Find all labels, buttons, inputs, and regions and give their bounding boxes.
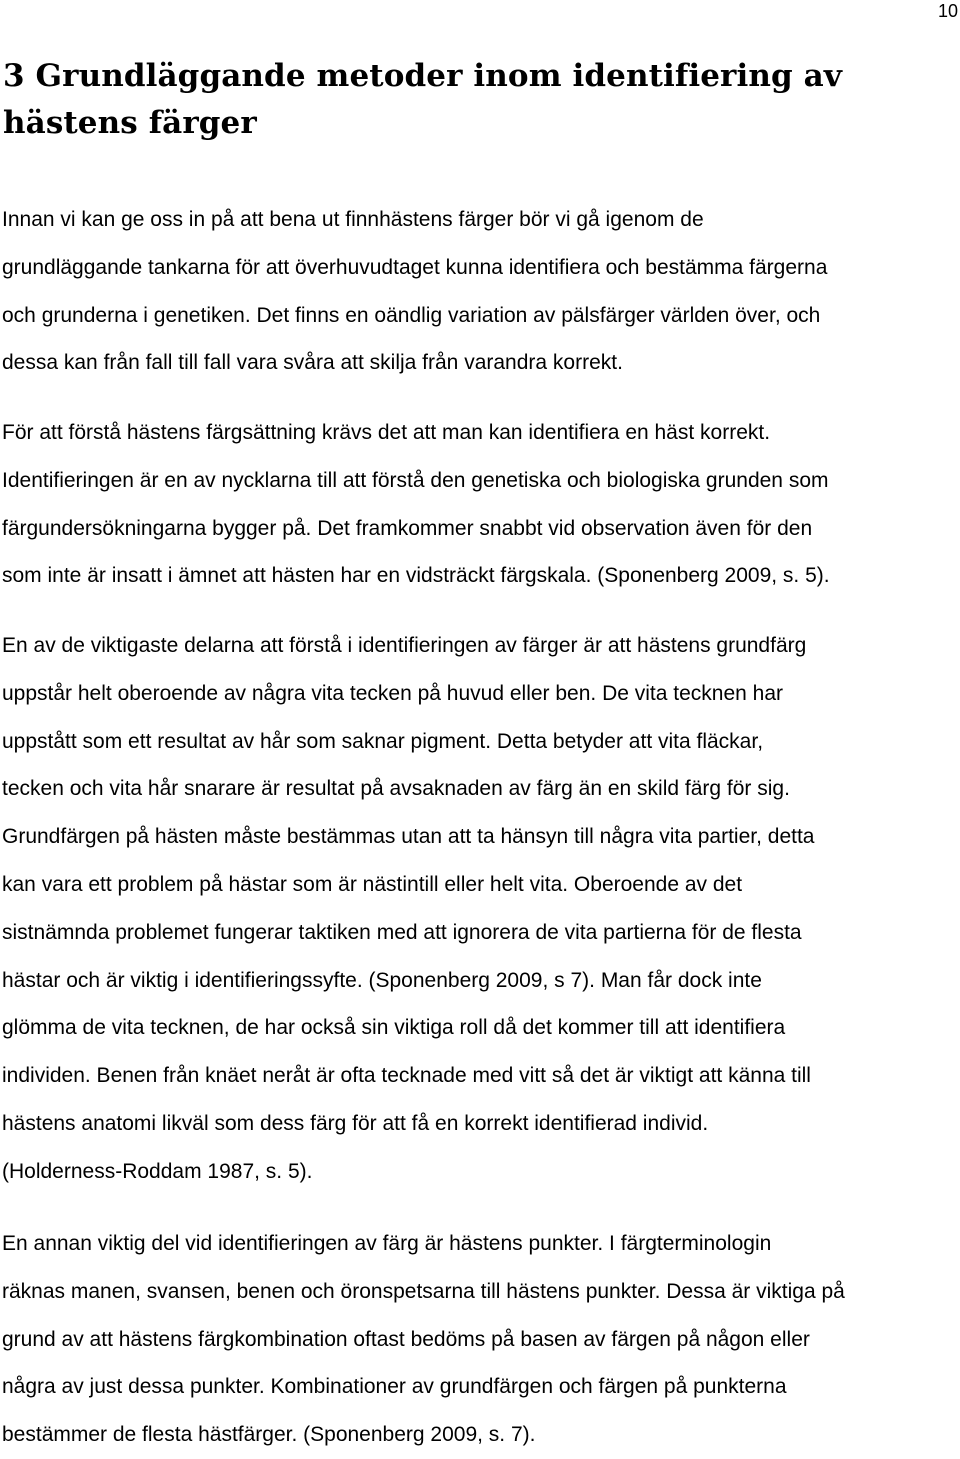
text-line: grundläggande tankarna för att överhuvudtaget kunna identifiera och bestämma färgerna	[2, 255, 828, 279]
text-line: dessa kan från fall till fall vara svåra att skilja från varandra korrekt.	[2, 351, 623, 375]
text-line: och grunderna i genetiken. Det finns en oändlig variation av pälsfärger världen över, och	[2, 303, 821, 327]
page-number: 10	[937, 1, 958, 21]
text-line: Innan vi kan ge oss in på att bena ut finnhästens färger bör vi gå igenom de	[2, 208, 704, 231]
text-line: (Holderness-Roddam 1987, s. 5).	[2, 1159, 313, 1183]
text-line: uppstår helt oberoende av några vita tecken på huvud eller ben. De vita tecknen har	[2, 681, 784, 705]
text-line: Grundfärgen på hästen måste bestämmas utan att ta hänsyn till några vita partier, detta	[2, 825, 815, 849]
text-line: Identifieringen är en av nycklarna till att förstå den genetiska och biologiska grunden som	[2, 468, 829, 492]
paragraph-3	[2, 622, 958, 1196]
text-line: uppstått som ett resultat av hår som saknar pigment. Detta betyder att vita fläckar,	[2, 729, 764, 753]
text-line: individen. Benen från knäet neråt är ofta tecknade med vitt så det är viktigt att känna till	[2, 1064, 811, 1088]
paragraph-1	[2, 196, 958, 387]
text-line: glömma de vita tecknen, de har också sin viktiga roll då det kommer till att identifiera	[2, 1016, 786, 1040]
text-line: En av de viktigaste delarna att förstå i identifieringen av färger är att hästens grundfärg	[2, 634, 807, 657]
text-line: hästar och är viktig i identifieringssyfte. (Sponenberg 2009, s 7). Man får dock inte	[2, 968, 762, 992]
text-line: räknas manen, svansen, benen och öronspetsarna till hästens punkter. Dessa är viktiga på	[2, 1279, 845, 1303]
paragraph-2	[2, 409, 958, 600]
text-line: tecken och vita hår snarare är resultat på avsaknaden av färg än en skild färg för sig.	[2, 777, 790, 801]
text-line: hästens anatomi likväl som dess färg för att få en korrekt identifierad individ.	[2, 1111, 709, 1135]
text-line: några av just dessa punkter. Kombinationer av grundfärgen och färgen på punkterna	[2, 1375, 787, 1399]
text-line: För att förstå hästens färgsättning krävs det att man kan identifiera en häst korrekt.	[2, 421, 771, 444]
text-line: En annan viktig del vid identifieringen av färg är hästens punkter. I färgterminologin	[2, 1232, 772, 1255]
paragraph-4	[2, 1220, 958, 1459]
text-line: kan vara ett problem på hästar som är nästintill eller helt vita. Oberoende av det	[2, 872, 743, 896]
text-line: som inte är insatt i ämnet att hästen har en vidsträckt färgskala. (Sponenberg 2009, s. 5).	[2, 564, 830, 588]
text-line: färgundersökningarna bygger på. Det framkommer snabbt vid observation även för den	[2, 516, 813, 540]
text-line: grund av att hästens färgkombination oftast bedöms på basen av färgen på någon eller	[2, 1327, 810, 1351]
text-line: sistnämnda problemet fungerar taktiken med att ignorera de vita partierna för de flesta	[2, 920, 802, 944]
text-line: bestämmer de flesta hästfärger. (Sponenberg 2009, s. 7).	[2, 1423, 536, 1447]
chapter-heading: 3 Grundläggande metoder inom identifiering av hästens färger	[3, 58, 842, 141]
